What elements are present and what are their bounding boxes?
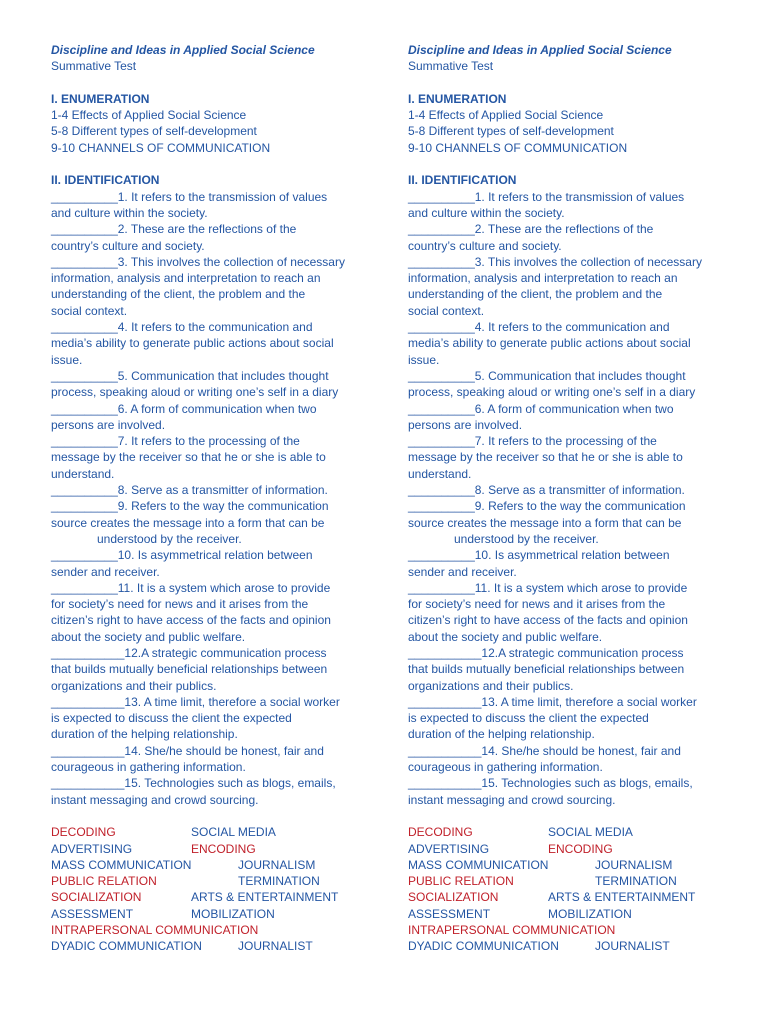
identification-line: __________4. It refers to the communication and — [408, 320, 670, 335]
identification-line: duration of the helping relationship. — [51, 727, 238, 742]
identification-line: source creates the message into a form that can be — [408, 515, 682, 530]
identification-line: issue. — [51, 352, 83, 367]
answer-choice: PUBLIC RELATION — [51, 874, 157, 889]
identification-line: citizen’s right to have access of the facts and opinion — [51, 613, 331, 628]
answer-choice: DECODING — [51, 825, 116, 840]
identification-line: source creates the message into a form that can be — [51, 515, 325, 530]
enumeration-item: 1-4 Effects of Applied Social Science — [408, 108, 604, 123]
identification-line: understanding of the client, the problem and the — [51, 287, 306, 302]
answer-choice: ASSESSMENT — [51, 906, 134, 921]
identification-line: organizations and their publics. — [51, 678, 217, 693]
spacer — [51, 75, 371, 91]
identification-line: country’s culture and society. — [51, 238, 205, 253]
identification-line: __________6. A form of communication when two — [408, 401, 674, 416]
identification-line: about the society and public welfare. — [408, 629, 603, 644]
identification-line: information, analysis and interpretation to reach an — [408, 271, 678, 286]
enumeration-item: 1-4 Effects of Applied Social Science — [51, 108, 247, 123]
document-subtitle: Summative Test — [408, 59, 494, 74]
identification-line: and culture within the society. — [51, 205, 208, 220]
spacer — [408, 156, 728, 172]
identification-line: ___________14. She/he should be honest, fair and — [408, 743, 681, 758]
identification-line: social context. — [51, 303, 128, 318]
identification-line: __________7. It refers to the processing of the — [408, 434, 657, 449]
identification-line: persons are involved. — [51, 417, 166, 432]
identification-line: __________5. Communication that includes thought — [408, 368, 686, 383]
identification-line: organizations and their publics. — [408, 678, 574, 693]
identification-line: ___________14. She/he should be honest, fair and — [51, 743, 324, 758]
identification-line: ___________13. A time limit, therefore a social worker — [51, 694, 340, 709]
identification-line: ___________15. Technologies such as blogs, emails, — [408, 776, 693, 791]
identification-line: ___________13. A time limit, therefore a social worker — [408, 694, 697, 709]
answer-choice: SOCIAL MEDIA — [548, 825, 633, 840]
answer-choice: MOBILIZATION — [191, 906, 275, 921]
identification-line: __________1. It refers to the transmission of values — [408, 189, 685, 204]
identification-line: __________10. Is asymmetrical relation between — [51, 548, 313, 563]
identification-line: duration of the helping relationship. — [408, 727, 595, 742]
enumeration-item: 9-10 CHANNELS OF COMMUNICATION — [408, 140, 628, 155]
identification-line: issue. — [408, 352, 440, 367]
identification-line: information, analysis and interpretation to reach an — [51, 271, 321, 286]
answer-choice: ADVERTISING — [51, 841, 133, 856]
worksheet-copy-right — [408, 42, 728, 955]
answer-choice: ENCODING — [191, 841, 256, 856]
identification-line: media’s ability to generate public actions about social — [51, 336, 334, 351]
identification-line: understanding of the client, the problem and the — [408, 287, 663, 302]
identification-line: process, speaking aloud or writing one’s self in a diary — [408, 385, 696, 400]
identification-line: understand. — [51, 466, 115, 481]
identification-line: understood by the receiver. — [97, 531, 242, 546]
identification-line: persons are involved. — [408, 417, 523, 432]
identification-line: instant messaging and crowd sourcing. — [51, 792, 259, 807]
identification-line: __________11. It is a system which arose to provide — [408, 580, 688, 595]
answer-choice: ASSESSMENT — [408, 906, 491, 921]
answer-choice: JOURNALIST — [595, 939, 670, 954]
document-title: Discipline and Ideas in Applied Social Science — [408, 43, 672, 57]
section-heading-identification: II. IDENTIFICATION — [51, 173, 160, 188]
identification-line: __________8. Serve as a transmitter of information. — [51, 483, 328, 498]
answer-choice: INTRAPERSONAL COMMUNICATION — [51, 923, 259, 938]
answer-choice: MOBILIZATION — [548, 906, 632, 921]
identification-line: understood by the receiver. — [454, 531, 599, 546]
identification-line: __________7. It refers to the processing of the — [51, 434, 300, 449]
identification-line: __________3. This involves the collection of necessary — [51, 254, 345, 269]
identification-line: __________9. Refers to the way the communication — [51, 499, 329, 514]
answer-choice: INTRAPERSONAL COMMUNICATION — [408, 923, 616, 938]
section-heading-enumeration: I. ENUMERATION — [408, 91, 507, 106]
identification-line: instant messaging and crowd sourcing. — [408, 792, 616, 807]
identification-line: sender and receiver. — [408, 564, 517, 579]
answer-choice: JOURNALISM — [595, 857, 673, 872]
answer-choice: SOCIALIZATION — [51, 890, 142, 905]
answer-choices — [408, 824, 728, 954]
answer-choices — [51, 824, 371, 954]
answer-choice: TERMINATION — [595, 874, 677, 889]
identification-line: sender and receiver. — [51, 564, 160, 579]
section-heading-identification: II. IDENTIFICATION — [408, 173, 517, 188]
document-title: Discipline and Ideas in Applied Social Science — [51, 43, 315, 57]
enumeration-item: 5-8 Different types of self-development — [408, 124, 614, 139]
identification-line: __________10. Is asymmetrical relation between — [408, 548, 670, 563]
identification-line: about the society and public welfare. — [51, 629, 246, 644]
spacer — [51, 156, 371, 172]
section-heading-enumeration: I. ENUMERATION — [51, 91, 150, 106]
document-subtitle: Summative Test — [51, 59, 137, 74]
identification-line: country’s culture and society. — [408, 238, 562, 253]
identification-line: is expected to discuss the client the expected — [408, 711, 649, 726]
answer-choice: ARTS & ENTERTAINMENT — [548, 890, 696, 905]
identification-line: __________3. This involves the collection of necessary — [408, 254, 702, 269]
identification-line: courageous in gathering information. — [51, 760, 246, 775]
identification-line: __________9. Refers to the way the communication — [408, 499, 686, 514]
identification-line: courageous in gathering information. — [408, 760, 603, 775]
answer-choice: ADVERTISING — [408, 841, 490, 856]
answer-choice: JOURNALISM — [238, 857, 316, 872]
identification-line: is expected to discuss the client the expected — [51, 711, 292, 726]
identification-line: __________2. These are the reflections of the — [51, 222, 297, 237]
answer-choice: SOCIAL MEDIA — [191, 825, 276, 840]
answer-choice: ENCODING — [548, 841, 613, 856]
identification-line: ___________12.A strategic communication process — [51, 645, 327, 660]
answer-choice: JOURNALIST — [238, 939, 313, 954]
identification-line: that builds mutually beneficial relationships between — [408, 662, 685, 677]
identification-line: social context. — [408, 303, 485, 318]
answer-choice: DYADIC COMMUNICATION — [51, 939, 202, 954]
identification-line: process, speaking aloud or writing one’s self in a diary — [51, 385, 339, 400]
identification-line: __________2. These are the reflections of the — [408, 222, 654, 237]
identification-line: that builds mutually beneficial relationships between — [51, 662, 328, 677]
spacer — [51, 808, 371, 824]
worksheet-copy-left — [51, 42, 371, 955]
answer-choice: DYADIC COMMUNICATION — [408, 939, 559, 954]
identification-line: __________5. Communication that includes thought — [51, 368, 329, 383]
identification-line: __________6. A form of communication when two — [51, 401, 317, 416]
answer-choice: PUBLIC RELATION — [408, 874, 514, 889]
identification-line: __________8. Serve as a transmitter of information. — [408, 483, 685, 498]
identification-line: __________4. It refers to the communication and — [51, 320, 313, 335]
identification-line: __________11. It is a system which arose to provide — [51, 580, 331, 595]
enumeration-item: 5-8 Different types of self-development — [51, 124, 257, 139]
answer-choice: SOCIALIZATION — [408, 890, 499, 905]
answer-choice: ARTS & ENTERTAINMENT — [191, 890, 339, 905]
answer-choice: MASS COMMUNICATION — [51, 857, 192, 872]
identification-line: citizen’s right to have access of the facts and opinion — [408, 613, 688, 628]
identification-line: message by the receiver so that he or she is able to — [51, 450, 326, 465]
answer-choice: TERMINATION — [238, 874, 320, 889]
answer-choice: MASS COMMUNICATION — [408, 857, 549, 872]
answer-choice: DECODING — [408, 825, 473, 840]
identification-line: ___________15. Technologies such as blogs, emails, — [51, 776, 336, 791]
enumeration-item: 9-10 CHANNELS OF COMMUNICATION — [51, 140, 271, 155]
identification-line: message by the receiver so that he or she is able to — [408, 450, 683, 465]
identification-line: understand. — [408, 466, 472, 481]
identification-line: for society’s need for news and it arises from the — [51, 597, 309, 612]
identification-line: ___________12.A strategic communication process — [408, 645, 684, 660]
spacer — [408, 75, 728, 91]
identification-line: for society’s need for news and it arises from the — [408, 597, 666, 612]
identification-line: and culture within the society. — [408, 205, 565, 220]
identification-line: media’s ability to generate public actions about social — [408, 336, 691, 351]
identification-line: __________1. It refers to the transmission of values — [51, 189, 328, 204]
spacer — [408, 808, 728, 824]
